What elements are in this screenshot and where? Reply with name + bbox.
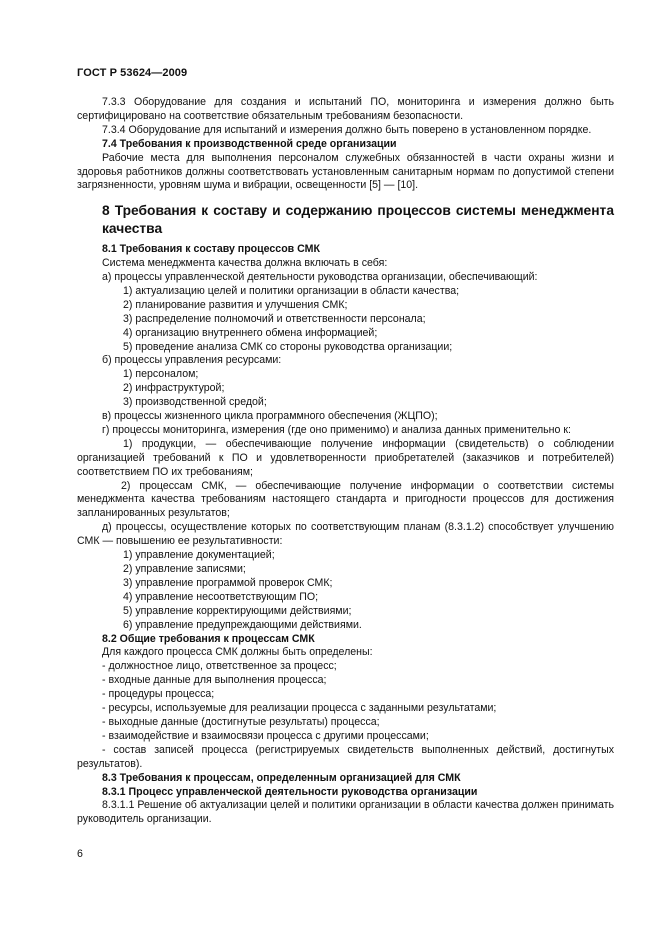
document-body (77, 96, 614, 827)
section-heading-8-3: 8.3 Требования к процессам, определенным организацией для СМК (102, 771, 461, 784)
paragraph: Система менеджмента качества должна включать в себя: (102, 257, 388, 270)
list-item: 2) инфраструктурой; (123, 382, 225, 395)
list-item: 5) проведение анализа СМК со стороны руководства организации; (123, 340, 453, 353)
list-item: 1) продукции, — обеспечивающие получение информации (свидетельств) о соблюдении организацией требований к ПО и удовлетворенности приобретателей (заказчиков и потребителей) соответствием ПО их требованиям; (77, 437, 614, 478)
list-item-v: в) процессы жизненного цикла программного обеспечения (ЖЦПО); (102, 410, 438, 423)
section-heading-8: 8 Требования к составу и содержанию процессов системы менеджмента качества (102, 203, 614, 236)
section-heading-8-1: 8.1 Требования к составу процессов СМК (102, 243, 320, 256)
list-item: 1) персоналом; (123, 368, 199, 381)
document-header: ГОСТ Р 53624—2009 (77, 67, 188, 79)
list-item: 2) процессам СМК, — обеспечивающие получение информации о соответствии системы менеджмента качества требованиям настоящего стандарта и пригодности процессов для достижения запланированных результатов; (77, 479, 614, 520)
dash-item: - взаимодействие и взаимосвязи процесса с другими процессами; (102, 729, 429, 742)
dash-item: - должностное лицо, ответственное за процесс; (102, 660, 337, 673)
clause-7-3-4: 7.3.4 Оборудование для испытаний и измерения должно быть поверено в установленном порядке. (102, 123, 592, 136)
paragraph: Для каждого процесса СМК должны быть определены: (102, 646, 373, 659)
list-item: 5) управление корректирующими действиями; (123, 604, 352, 617)
list-item: 4) управление несоответствующим ПО; (123, 590, 319, 603)
list-item: 3) управление программой проверок СМК; (123, 576, 333, 589)
clause-8-3-1-1: 8.3.1.1 Решение об актуализации целей и политики организации в области качества должен принимать руководитель организации. (77, 799, 614, 826)
list-item: 2) управление записями; (123, 563, 246, 575)
section-heading-8-3-1: 8.3.1 Процесс управленческой деятельности руководства организации (102, 785, 478, 798)
dash-item: - выходные данные (достигнутые результаты) процесса; (102, 715, 380, 728)
dash-item: - состав записей процесса (регистрируемых свидетельств выполненных действий, достигнутых результатов). (77, 743, 614, 770)
list-item-a: а) процессы управленческой деятельности руководства организации, обеспечивающий: (102, 270, 538, 283)
list-item-g: г) процессы мониторинга, измерения (где оно применимо) и анализа данных применительно к: (102, 423, 571, 436)
list-item: 1) управление документацией; (123, 549, 275, 562)
list-item: 4) организацию внутреннего обмена информацией; (123, 326, 378, 339)
list-item-d: д) процессы, осуществление которых по соответствующим планам (8.3.1.2) способствует улучшению СМК — повышению ее результативности: (77, 521, 614, 548)
page-number: 6 (77, 848, 83, 860)
clause-7-4-text: Рабочие места для выполнения персоналом служебных обязанностей в части охраны жизни и здоровья работников должны соответствовать установленным санитарным нормам по допустимой степени загрязненности, уровням шума и вибрации, освещенности [5] — [10]. (77, 151, 614, 192)
dash-item: - входные данные для выполнения процесса; (102, 674, 327, 687)
section-heading-7-4: 7.4 Требования к производственной среде организации (102, 137, 397, 150)
list-item-b: б) процессы управления ресурсами: (102, 354, 282, 367)
dash-item: - ресурсы, используемые для реализации процесса с заданными результатами; (102, 702, 497, 715)
dash-item: - процедуры процесса; (102, 688, 215, 701)
section-heading-8-2: 8.2 Общие требования к процессам СМК (102, 632, 315, 645)
clause-7-3-3: 7.3.3 Оборудование для создания и испытаний ПО, мониторинга и измерения должно быть сертифицировано на соответствие обязательным требованиям безопасности. (77, 96, 614, 122)
list-item: 3) производственной средой; (123, 396, 267, 409)
list-item: 3) распределение полномочий и ответственности персонала; (123, 312, 426, 325)
list-item: 6) управление предупреждающими действиями. (123, 618, 362, 631)
list-item: 1) актуализацию целей и политики организации в области качества; (123, 284, 460, 297)
list-item: 2) планирование развития и улучшения СМК; (123, 298, 348, 311)
